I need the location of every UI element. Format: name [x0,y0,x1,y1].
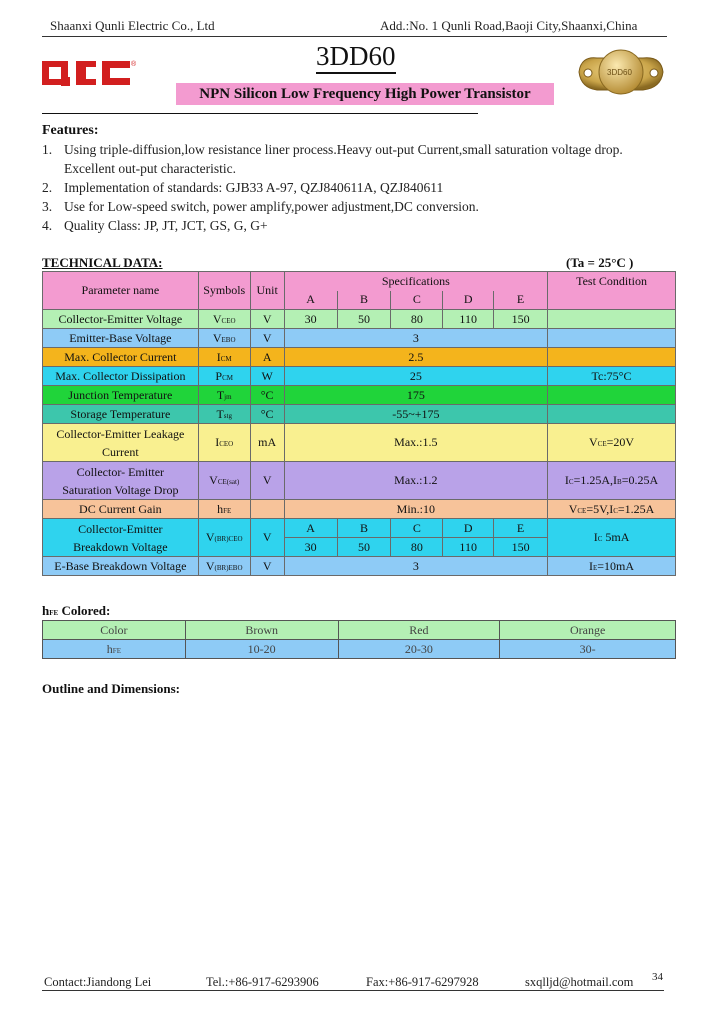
product-subtitle: NPN Silicon Low Frequency High Power Transistor [176,83,554,105]
grade-label: C [391,519,443,538]
grade-label: E [494,291,548,310]
svg-text:®: ® [131,61,137,68]
param-name: Max. Collector Dissipation [43,367,199,386]
table-row [43,519,676,538]
param-name: Emitter-Base Voltage [43,329,199,348]
hfe-header-row [43,621,676,640]
feature-item: Use for Low-speed switch, power amplify,power adjustment,DC conversion. [64,199,479,214]
hfe-header: Red [338,621,500,640]
test-condition: Tc:75°C [548,367,676,386]
table-row [43,557,676,576]
param-symbol: ICM [198,348,250,367]
param-name: Junction Temperature [43,386,199,405]
param-name: Storage Temperature [43,405,199,424]
param-unit: °C [250,386,284,405]
product-title: 3DD60 [316,40,396,74]
hfe-value: 10-20 [185,640,338,659]
ambient-temperature: (Ta = 25°C ) [566,255,634,270]
param-symbol: PCM [198,367,250,386]
test-condition: VCE=5V,IC=1.25A [548,500,676,519]
hfe-header: Brown [185,621,338,640]
company-address: Add.:No. 1 Qunli Road,Baoji City,Shaanxi,China [380,18,638,33]
hfe-row-label: hFE [43,640,186,659]
hfe-color-table [42,620,676,659]
header-test-condition: Test Condition [548,272,676,291]
param-name: DC Current Gain [43,500,199,519]
grade-label: E [494,519,548,538]
grade-label: C [391,291,443,310]
header-unit: Unit [250,272,284,310]
param-value: 80 [391,310,443,329]
param-value: 3 [284,557,547,576]
table-row [43,367,676,386]
feature-item-continued: Excellent out-put characteristic. [64,161,237,176]
param-unit: V [250,462,284,500]
outline-heading: Outline and Dimensions: [42,681,180,696]
param-name: E-Base Breakdown Voltage [43,557,199,576]
param-unit: V [250,519,284,557]
feature-number: 4. [42,218,53,233]
feature-number: 3. [42,199,53,214]
test-condition: IC=1.25A,IB=0.25A [548,462,676,500]
param-name: Max. Collector Current [43,348,199,367]
technical-data-table [42,271,676,576]
param-value: 2.5 [284,348,547,367]
page-number: 34 [652,971,663,983]
company-name: Shaanxi Qunli Electric Co., Ltd [50,18,215,33]
param-value: Max.:1.5 [284,424,547,462]
table-row [43,310,676,329]
feature-item: Implementation of standards: GJB33 A-97, QZJ840611A, QZJ840611 [64,180,444,195]
param-symbol: hFE [198,500,250,519]
param-unit: W [250,367,284,386]
param-name: Collector- Emitter Saturation Voltage Drop [43,462,199,500]
param-value: 50 [337,310,391,329]
param-symbol: V(BR)EBO [198,557,250,576]
title-rule [42,113,478,114]
transistor-image [573,42,668,110]
table-row [43,348,676,367]
footer-tel: Tel.:+86-917-6293906 [206,975,319,989]
grade-label: A [284,519,337,538]
hfe-header: Color [43,621,186,640]
hfe-value: 20-30 [338,640,500,659]
param-value: 150 [494,310,548,329]
param-symbol: VCE(sat) [198,462,250,500]
param-value: Max.:1.2 [284,462,547,500]
param-value: -55~+175 [284,405,547,424]
param-unit: mA [250,424,284,462]
param-symbol: VEBO [198,329,250,348]
param-unit: °C [250,405,284,424]
grade-label: B [337,519,391,538]
grade-label: D [443,519,494,538]
hfe-value: 30- [500,640,676,659]
param-value: 80 [391,538,443,557]
param-symbol: Tstg [198,405,250,424]
table-row [43,424,676,462]
param-unit: V [250,310,284,329]
param-value: 110 [443,310,494,329]
header-parameter: Parameter name [43,272,199,310]
param-value: 30 [284,538,337,557]
param-value: 3 [284,329,547,348]
param-value: 50 [337,538,391,557]
hfe-colored-heading: hFE Colored: [42,603,111,618]
hfe-value-row [43,640,676,659]
test-condition: VCE=20V [548,424,676,462]
param-value: 25 [284,367,547,386]
param-value: 110 [443,538,494,557]
company-logo [40,58,140,88]
param-symbol: Tjm [198,386,250,405]
table-header-row [43,272,676,291]
grade-label: A [284,291,337,310]
param-name: Collector-Emitter Breakdown Voltage [43,519,199,557]
param-unit [250,500,284,519]
param-value: 150 [494,538,548,557]
svg-text:3DD60: 3DD60 [607,68,632,77]
table-row [43,462,676,500]
footer-contact: Contact:Jiandong Lei [44,975,152,989]
footer-divider [42,990,664,991]
param-name: Collector-Emitter Voltage [43,310,199,329]
param-value: 175 [284,386,547,405]
param-symbol: V(BR)CEO [198,519,250,557]
technical-data-heading: TECHNICAL DATA: [42,255,163,270]
table-row [43,500,676,519]
feature-item: Quality Class: JP, JT, JCT, GS, G, G+ [64,218,268,233]
feature-number: 2. [42,180,53,195]
param-unit: V [250,329,284,348]
features-heading: Features: [42,123,99,138]
header-divider [42,36,667,37]
header-specifications: Specifications [284,272,547,291]
table-row [43,405,676,424]
hfe-header: Orange [500,621,676,640]
table-row [43,329,676,348]
footer-email: sxqlljd@hotmail.com [525,975,634,989]
table-row [43,386,676,405]
feature-number: 1. [42,142,53,157]
grade-label: D [443,291,494,310]
test-condition: IC 5mA [548,519,676,557]
grade-label: B [337,291,391,310]
footer-fax: Fax:+86-917-6297928 [366,975,479,989]
param-unit: V [250,557,284,576]
param-value: 30 [284,310,337,329]
param-value: Min.:10 [284,500,547,519]
header-symbols: Symbols [198,272,250,310]
param-name: Collector-Emitter Leakage Current [43,424,199,462]
test-condition: IE=10mA [548,557,676,576]
param-unit: A [250,348,284,367]
feature-item: Using triple-diffusion,low resistance liner process.Heavy out-put Current,small saturation voltage drop. [64,142,623,157]
param-symbol: VCEO [198,310,250,329]
param-symbol: ICEO [198,424,250,462]
